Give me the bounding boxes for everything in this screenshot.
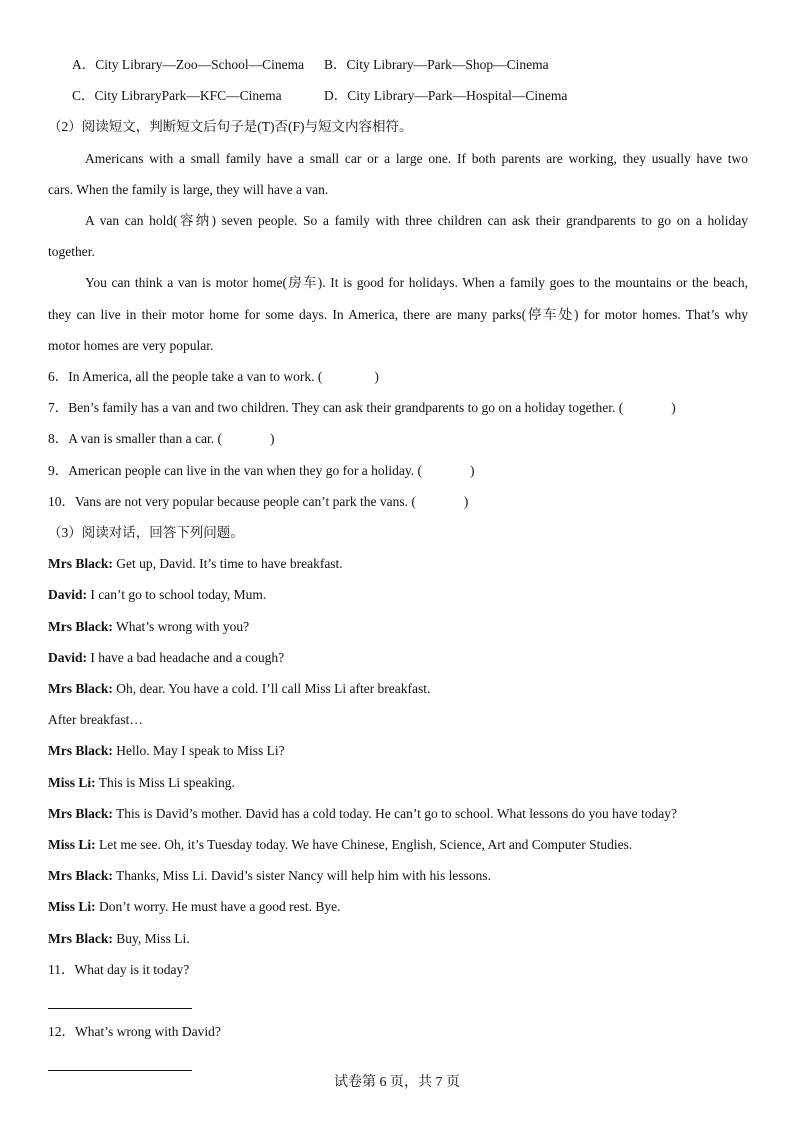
passage-p1-line2: cars. When the family is large, they will have a van. — [48, 182, 329, 197]
section-3-heading: （3）阅读对话，回答下列问题。 — [48, 525, 244, 540]
utterance: I can’t go to school today, Mum. — [87, 587, 267, 602]
speaker: Miss Li: — [48, 899, 96, 914]
utterance: Don’t worry. He must have a good rest. Bye. — [95, 899, 341, 914]
dialogue-line — [48, 805, 748, 823]
speaker: Miss Li: — [48, 837, 96, 852]
passage-p1-line1: Americans with a small family have a small car or a large one. If both parents are working, they usually have two — [85, 151, 748, 166]
speaker: Miss Li: — [48, 775, 96, 790]
question-11: 11．What day is it today? — [48, 962, 190, 977]
section-2-heading: （2）阅读短文，判断短文后句子是(T)否(F)与短文内容相符。 — [48, 119, 413, 134]
close-paren: ) — [463, 494, 469, 509]
passage-p3-line2: they can live in their motor home for some days. In America, there are many parks(停车处) for motor homes. That’s why — [48, 307, 748, 322]
utterance: What’s wrong with you? — [112, 619, 250, 634]
dialogue-line — [48, 836, 748, 854]
dialogue-line — [48, 649, 748, 667]
utterance: Get up, David. It’s time to have breakfast. — [112, 556, 343, 571]
passage-p3-line3: motor homes are very popular. — [48, 338, 214, 353]
speaker: Mrs Black: — [48, 681, 113, 696]
option-d: D．City Library—Park—Hospital—Cinema — [324, 88, 568, 103]
question-9-text: 9．American people can live in the van when they go for a holiday. ( — [48, 463, 422, 478]
utterance: Hello. May I speak to Miss Li? — [112, 743, 285, 758]
question-12: 12．What’s wrong with David? — [48, 1024, 221, 1039]
speaker: Mrs Black: — [48, 556, 113, 571]
speaker: David: — [48, 650, 88, 665]
speaker: Mrs Black: — [48, 743, 113, 758]
close-paren: ) — [269, 431, 275, 446]
question-8-text: 8．A van is smaller than a car. ( — [48, 431, 222, 446]
close-paren: ) — [470, 463, 475, 478]
question-8 — [48, 430, 748, 448]
utterance: This is David’s mother. David has a cold today. He can’t go to school. What lessons do you have today? — [112, 806, 678, 821]
speaker: David: — [48, 587, 88, 602]
answer-line-12[interactable] — [48, 1070, 192, 1071]
dialogue-line — [48, 867, 748, 885]
option-b: B．City Library—Park—Shop—Cinema — [324, 57, 549, 72]
question-7 — [48, 399, 748, 417]
dialogue-line — [48, 618, 748, 636]
speaker: Mrs Black: — [48, 931, 113, 946]
dialogue-line — [48, 555, 748, 573]
passage-p2-line1: A van can hold(容纳) seven people. So a family with three children can ask their grandparents to go on a holiday — [85, 213, 748, 228]
dialogue-line — [48, 586, 748, 604]
close-paren: ) — [374, 369, 379, 384]
utterance: After breakfast… — [48, 712, 143, 727]
passage-p3-line1: You can think a van is motor home(房车). It is good for holidays. When a family goes to the mountains or the beach, — [85, 275, 748, 290]
utterance: Let me see. Oh, it’s Tuesday today. We have Chinese, English, Science, Art and Computer Studies. — [95, 837, 633, 852]
speaker: Mrs Black: — [48, 868, 113, 883]
question-10 — [48, 493, 748, 511]
utterance: This is Miss Li speaking. — [95, 775, 235, 790]
speaker: Mrs Black: — [48, 619, 113, 634]
utterance: I have a bad headache and a cough? — [87, 650, 285, 665]
utterance: Oh, dear. You have a cold. I’ll call Miss Li after breakfast. — [112, 681, 431, 696]
option-a: A．City Library—Zoo—School—Cinema — [72, 57, 305, 72]
option-c: C．City LibraryPark—KFC—Cinema — [72, 88, 282, 103]
answer-line-11[interactable] — [48, 1008, 192, 1009]
dialogue-line — [48, 774, 748, 792]
passage-p2-line2: together. — [48, 244, 95, 259]
question-6-text: 6．In America, all the people take a van to work. ( — [48, 369, 323, 384]
dialogue-line — [48, 680, 748, 698]
question-9 — [48, 462, 748, 480]
utterance: Buy, Miss Li. — [112, 931, 190, 946]
utterance: Thanks, Miss Li. David’s sister Nancy will help him with his lessons. — [112, 868, 491, 883]
question-10-text: 10．Vans are not very popular because people can’t park the vans. ( — [48, 494, 416, 509]
dialogue-line — [48, 930, 748, 948]
dialogue-line — [48, 898, 748, 916]
close-paren: ) — [671, 400, 676, 415]
question-6 — [48, 368, 748, 386]
dialogue-line — [48, 742, 748, 760]
page-footer: 试卷第 6 页，共 7 页 — [334, 1075, 460, 1090]
dialogue-line — [48, 711, 748, 729]
speaker: Mrs Black: — [48, 806, 113, 821]
question-7-text: 7．Ben’s family has a van and two children. They can ask their grandparents to go on a holiday together. ( — [48, 400, 624, 415]
